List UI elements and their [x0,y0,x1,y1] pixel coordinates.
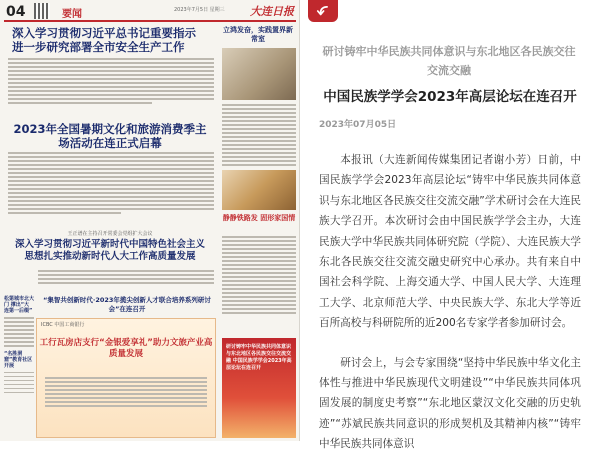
article-paragraph: 本报讯（大连新闻传媒集团记者谢小芳）日前，中国民族学学会2023年高层论坛“铸牢中华民族共同体意识与东北地区各民族交往交流交融”学术研讨会在大连民族大学召开。本次研讨会由中国民族学学会主办，大连民族大学中华民族共同体研究院（学院）、大连民族大学东北各民族交往交流交融史研究中心承办。共有来自中国社会科学院、上海交通大学、中国人民大学、大连理工大学、北京师范大学、中央民族大学、东北大学等近百所高校与科研院所的近200名专家学者参加研讨会。 [319,154,581,330]
newspaper-masthead [4,2,296,22]
article-paragraph: 研讨会上，与会专家围绕“坚持中华民族中华文化主体性与推进中华民族现代文明建设”“中华民族共同体巩固发展的制度史考察”“东北地区蒙汉文化交融的历史轨迹”“苏斌民族共同意识的形成契机及其精神内核”“铸牢中华民族共同体意识 [319,356,581,451]
highlighted-article-box[interactable] [222,338,296,438]
banner-title: 工行瓦房店支行“金银爱享礼”助力文旅产业高质量发展 [39,338,213,359]
left-narrow-headline-1[interactable]: 松第城市北大门 撑出“大连第一后缀” [4,296,35,314]
headline-safety[interactable]: 深入学习贯彻习近平总书记重要指示 进一步研究部署全市安全生产工作 [12,26,196,54]
event-photo [222,170,296,210]
culture-headline-block [4,228,216,263]
side-headline-2[interactable]: 静静铁路发 固形家国情 [222,214,296,222]
headline-culture[interactable]: 深入学习贯彻习近平新时代中国特色社会主义思想扎实推动新时代人大工作高质量发展 [14,239,205,262]
article-text-block [8,152,214,216]
left-narrow-column [4,296,34,396]
small-headline: 王正谱在主持召开常委会党组扩大会议 [67,231,153,237]
article-text-block [8,58,214,106]
headline-talent[interactable]: “集智共创新时代·2023年揽尖创新人才联合培养系列研讨会”在连召开 [43,296,211,313]
article-body [319,150,581,474]
news-photo [222,48,296,100]
qr-code-icon [34,3,50,19]
side-text-block [222,236,296,316]
talent-headline-block [38,296,216,314]
tourism-headline-block [4,122,216,150]
side-column [220,26,296,44]
article-text-block [38,270,214,286]
back-button[interactable] [308,0,338,22]
front-column [4,26,216,54]
side-headline[interactable]: 立鸿发奋，实践置界新常室 [223,26,293,43]
article-title: 中国民族学学会2023年高层论坛在连召开 [323,89,577,105]
newspaper-date: 2023年7月5日 星期三 [174,7,225,13]
icbc-banner[interactable] [36,318,216,438]
newspaper-page[interactable] [0,0,300,441]
section-label: 要闻 [62,9,82,20]
headline-tourism[interactable]: 2023年全国暑期文化和旅游消费季主场活动在连正式启幕 [13,122,207,150]
icbc-logo: ICBC 中国工商银行 [41,322,85,328]
article-subtitle: 研讨铸牢中华民族共同体意识与东北地区各民族交往交流交融 [322,45,576,77]
side-text-block [222,104,296,168]
page-number: 04 [6,4,26,20]
newspaper-logo: 大连日报 [250,5,294,18]
article-date: 2023年07月05日 [319,120,397,130]
left-narrow-headline-2[interactable]: “名胜洞窟”教育社区开展 [4,350,33,369]
back-arrow-icon [316,4,330,18]
highlighted-article-text: 研讨铸牢中华民族共同体意识与东北地区各民族交往交流交融 中国民族学学会2023年高层论坛在连召开 [226,344,292,371]
banner-text-lines [45,377,207,409]
